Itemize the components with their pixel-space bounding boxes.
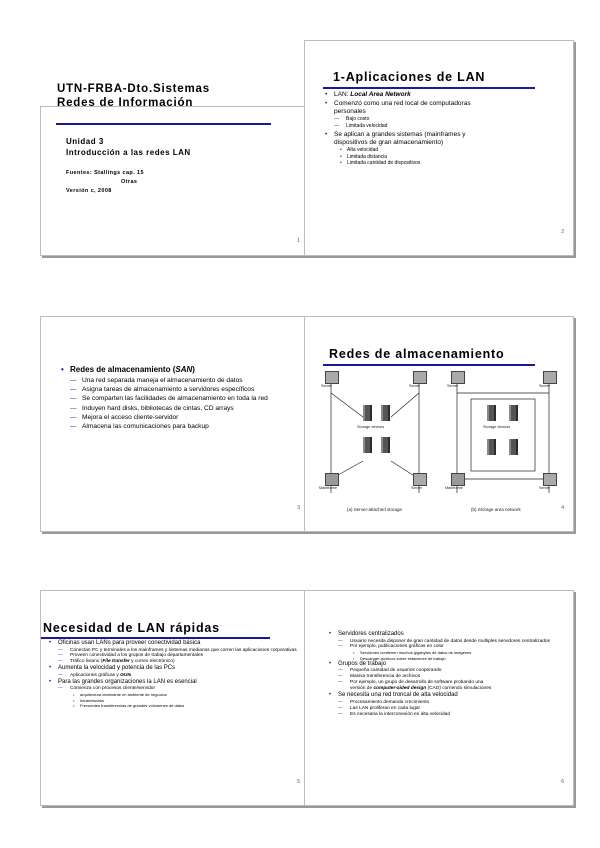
storage-device-icon — [363, 405, 372, 421]
list-item — [338, 680, 561, 692]
emphasis: computer-aided design — [373, 686, 427, 692]
slide2-title: 1-Aplicaciones de LAN — [333, 70, 486, 84]
sub-item-text: Es necesaria la interconexión en alta velocidad — [350, 711, 450, 717]
slide1-version: Versión c, 2008 — [66, 188, 112, 194]
label-server: Server — [539, 384, 551, 388]
label-server: Server — [539, 486, 551, 490]
sub-item-text: (CAD) corriendo simulaciones — [426, 686, 492, 692]
mainframe-icon — [451, 473, 465, 486]
lan-label: LAN: — [334, 91, 349, 98]
list-item — [338, 712, 561, 718]
slide2-bullets — [325, 91, 555, 167]
slide3-list — [70, 377, 298, 431]
bullet-text: personales — [334, 108, 366, 116]
sources-label: Fuentes: — [66, 170, 93, 176]
sub-item-text: Alta velocidad — [347, 147, 379, 154]
page-number: 2 — [561, 229, 564, 235]
list-item — [70, 405, 298, 413]
label-server: Server — [447, 384, 459, 388]
sub-item-text: Proveen conectividad a los grupos de trabajo departamentales — [70, 653, 204, 659]
slide3-heading — [61, 365, 195, 375]
slide-2-frame — [304, 40, 574, 256]
sub-item-text: Intranetworks — [80, 697, 105, 703]
sub-item-text: Comienza con procesos cliente/servidor — [70, 686, 156, 692]
heading-text: ) — [192, 365, 195, 374]
sub-item-text: Conectan PC y terminales a los mainframes y sistemas medianos que corren las aplicaciones corporativas — [70, 647, 297, 653]
bullet-text: Para las grandes organizaciones la LAN es esencial — [58, 678, 197, 685]
list-item — [70, 414, 298, 422]
sources-2: Otras — [121, 179, 138, 185]
lan-definition: Local Area Network — [350, 91, 411, 98]
bullet-text: Aumenta la velocidad y potencia de las PCs — [58, 665, 176, 672]
server-icon — [543, 371, 557, 384]
sub-item-text: Masiva transferencia de archivos — [350, 674, 421, 680]
sub-item-text: Las LAN proliferan en cada lugar — [350, 705, 421, 711]
list-item — [329, 692, 561, 700]
bullet-text: Oficinas usan LANs para proveer conectividad básica — [58, 640, 201, 646]
page-number: 4 — [561, 505, 564, 511]
list-item — [325, 160, 555, 167]
label-mainframe: Mainframe — [445, 486, 463, 490]
slide1-sources — [66, 170, 144, 176]
page-number: 1 — [297, 238, 300, 244]
item-text: Se comparten las facilidades de almacenamiento en toda la red — [82, 395, 268, 403]
slide6-list — [329, 631, 561, 718]
emphasis: GUIs — [120, 672, 132, 678]
list-item — [58, 703, 297, 708]
slide-4 — [304, 316, 574, 532]
list-item — [329, 631, 561, 639]
list-item — [325, 131, 555, 147]
label-mainframe: Mainframe — [319, 486, 337, 490]
sources-1: Stallings cap. 15 — [94, 170, 144, 176]
bullet-text: dispositivos de gran almacenamiento) — [334, 139, 444, 146]
slide-6 — [304, 590, 574, 806]
server-icon — [325, 371, 339, 384]
server-icon — [451, 371, 465, 384]
slide1-title-line2: Redes de Información — [57, 97, 194, 109]
list-item — [49, 665, 297, 673]
diagram-server-attached — [319, 369, 435, 499]
sub-item-text: Bajo costo — [346, 116, 370, 123]
sub-item-text: y correo electrónico) — [129, 659, 175, 665]
caption-a: (a) Server-attached storage — [347, 507, 403, 512]
slide1-unit: Unidad 3 — [66, 137, 104, 146]
caption-b: (b) Storage area network — [471, 507, 521, 512]
label-server: Server — [409, 384, 421, 388]
list-item — [70, 423, 298, 431]
server-icon — [543, 473, 557, 486]
item-text: Almacena las comunicaciones para backup — [82, 423, 209, 431]
list-item — [70, 386, 298, 394]
title-underline — [323, 364, 535, 366]
sub-item-text: Usuario necesita disponer de gran cantidad de datos desde multiples servidores centralizados — [350, 638, 550, 644]
item-text: Una red separada maneja el almacenamiento de datos — [82, 377, 243, 384]
list-item — [334, 123, 555, 129]
page-number: 6 — [561, 779, 564, 785]
sub-item-text: Por ejemplo, publicaciones gráficas en color — [350, 644, 444, 650]
item-text: Induyen hard disks, bibliotecas de cintas, CD arrays — [82, 404, 234, 412]
label-storage-devices: Storage devices — [483, 425, 511, 429]
storage-device-icon — [487, 439, 496, 455]
label-storage-devices: Storage devices — [357, 425, 385, 429]
list-item — [325, 100, 555, 116]
sub-item-text: Procesamiento demanda crecimiento — [350, 699, 430, 705]
bullet-text: Se necesita una red troncal de alta velocidad — [338, 692, 458, 699]
bullet-text: Grupos de trabajo — [338, 660, 387, 667]
slide1-unit-title: Introducción a las redes LAN — [66, 148, 191, 157]
list-item — [70, 377, 298, 385]
bullet-text: Comenzó como una red local de computadoras — [334, 100, 471, 108]
storage-device-icon — [363, 437, 372, 453]
label-server: Server — [411, 486, 423, 490]
emphasis: File transfer — [102, 659, 130, 665]
server-icon — [413, 473, 427, 486]
slide5-title: Necesidad de LAN rápidas — [43, 621, 220, 635]
label-server: Server — [321, 384, 333, 388]
storage-device-icon — [381, 405, 390, 421]
heading-text: Redes de almacenamiento ( — [70, 365, 176, 374]
slide-3 — [40, 316, 310, 532]
sub-item-text: Aplicaciones gráficas y — [70, 672, 121, 678]
slide4-title: Redes de almacenamiento — [329, 347, 505, 361]
sub-item-text: Servidores contienen muchos gigabytes de datos de imágenes — [360, 650, 472, 656]
slide-1 — [40, 83, 310, 256]
server-icon — [413, 371, 427, 384]
item-text: Mejora el acceso cliente-servidor — [82, 413, 179, 421]
sub-item-text: Descargan archivos sobre estaciones de trabajo — [360, 655, 446, 661]
bullet-text: Servidores centralizados — [338, 631, 404, 637]
sub-item-text: Por ejemplo, un grupo de desarrollo de software probando una — [350, 680, 484, 686]
sub-item-text: Limitada velocidad — [346, 122, 388, 129]
storage-device-icon — [381, 437, 390, 453]
list-item — [70, 395, 298, 403]
sub-item-text: Frecuentes transferencias de grandes volúmenes de datos — [80, 702, 185, 708]
title-underline — [323, 87, 535, 89]
page-number: 5 — [297, 779, 300, 785]
page-number: 3 — [297, 505, 300, 511]
storage-device-icon — [509, 439, 518, 455]
slide1-title-line1: UTN-FRBA-Dto.Sistemas — [57, 83, 210, 95]
sub-item-text: Limitada distancia — [347, 153, 388, 160]
list-item — [325, 91, 555, 99]
sub-item-text: Pequeña cantidad de usuarios cooperando — [350, 668, 442, 674]
slide-5 — [40, 590, 310, 806]
storage-device-icon — [509, 405, 518, 421]
sub-item-text: arquitectura dominante en ambiente de negocios — [80, 692, 167, 698]
sub-item-text: Limitada cantidad de dispositivos — [347, 160, 421, 167]
diagram-san — [445, 369, 561, 499]
slide5-list — [49, 640, 297, 708]
list-item — [49, 640, 297, 648]
title-underline — [56, 123, 271, 125]
item-text: Asigna tareas de almacenamiento a servidores específicos — [82, 386, 255, 394]
title-underline — [41, 637, 270, 639]
sub-item-text: versión de — [350, 686, 374, 692]
mainframe-icon — [325, 473, 339, 486]
heading-emphasis: SAN — [175, 365, 193, 374]
sub-item-text: Tráfico liviano ( — [70, 659, 103, 665]
bullet-text: Se aplican a grandes sistemas (mainframes y — [334, 130, 466, 138]
storage-device-icon — [487, 405, 496, 421]
